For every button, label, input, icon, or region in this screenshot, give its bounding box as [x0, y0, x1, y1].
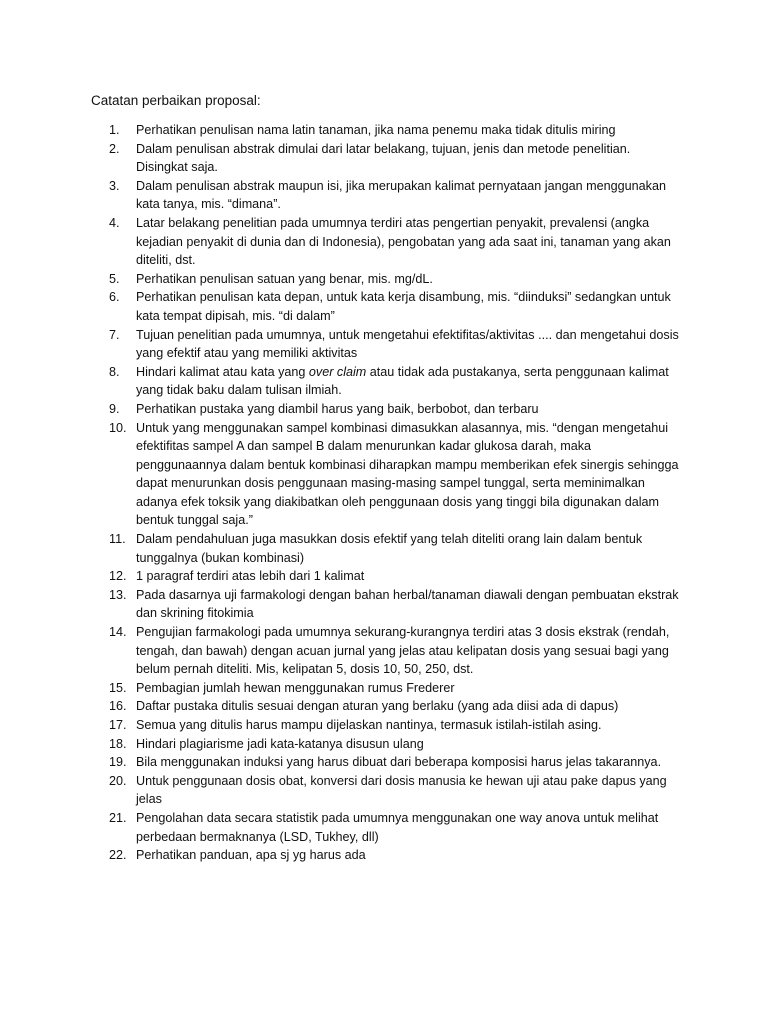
list-item [91, 270, 681, 289]
list-item-number: 11. [109, 532, 126, 547]
list-item-text: Perhatikan penulisan nama latin tanaman, jika nama penemu maka tidak ditulis miring [136, 123, 616, 137]
list-item-text: Dalam penulisan abstrak dimulai dari latar belakang, tujuan, jenis dan metode penelitian. Disingkat saja. [136, 141, 631, 175]
list-item [91, 697, 681, 716]
list-item [91, 772, 681, 809]
list-item-text: Perhatikan pustaka yang diambil harus yang baik, berbobot, dan terbaru [136, 401, 539, 416]
list-item-text: Dalam penulisan abstrak maupun isi, jika merupakan kalimat pernyataan jangan menggunakan kata tanya, mis. “dimana”. [136, 178, 666, 212]
notes-list [91, 121, 681, 865]
list-item-number: 5. [109, 271, 120, 286]
list-item-number: 2. [109, 141, 120, 156]
list-item-number: 22. [109, 848, 127, 863]
list-item-text-part: atau tidak ada pustakanya, serta penggunaan kalimat yang tidak baku dalam tulisan ilmiah. [136, 364, 669, 398]
list-item-number: 14. [109, 625, 127, 640]
list-item-number: 21. [109, 810, 127, 825]
list-item [91, 400, 681, 419]
list-item-number: 17. [109, 718, 127, 732]
list-item-text: Latar belakang penelitian pada umumnya terdiri atas pengertian penyakit, prevalensi (angka kejadian penyakit di dunia dan di Indonesia), pengobatan yang ada saat ini, tanaman yang akan diteliti, dst. [136, 215, 671, 268]
list-item-text: Untuk penggunaan dosis obat, konversi dari dosis manusia ke hewan uji atau pake dapus yang jelas [136, 773, 667, 807]
list-item-number: 6. [109, 290, 120, 305]
italic-term: over claim [308, 364, 367, 379]
list-item-text: Perhatikan panduan, apa sj yg harus ada [136, 848, 366, 863]
list-item [91, 716, 681, 735]
list-item [91, 623, 681, 679]
list-item-text: 1 paragraf terdiri atas lebih dari 1 kalimat [136, 569, 365, 584]
list-item-text: Semua yang ditulis harus mampu dijelaskan nantinya, termasuk istilah-istilah asing. [136, 718, 602, 732]
list-item [91, 846, 681, 865]
list-item-text: Pembagian jumlah hewan menggunakan rumus Frederer [136, 680, 455, 695]
list-item-text: Pengujian farmakologi pada umumnya sekurang-kurangnya terdiri atas 3 dosis ekstrak (rendah, tengah, dan bawah) dengan acuan jurnal yang jelas atau kelipatan dosis yang sesuai bagi yang belum pernah diteliti. Mis, kelipatan 5, dosis 10, 50, 250, dst. [136, 625, 670, 677]
list-item-text: Perhatikan penulisan kata depan, untuk kata kerja disambung, mis. “diinduksi” sedangkan untuk kata tempat dipisah, mis. “di dalam” [136, 290, 671, 323]
list-item-text: Daftar pustaka ditulis sesuai dengan aturan yang berlaku (yang ada diisi ada di dapus) [136, 699, 619, 714]
list-item [91, 177, 681, 214]
list-item-number: 8. [109, 364, 120, 379]
list-item-text: Tujuan penelitian pada umumnya, untuk mengetahui efektifitas/aktivitas .... dan mengetahui dosis yang efektif atau yang memiliki aktivitas [136, 327, 679, 361]
list-item [91, 419, 681, 531]
list-item-text: Dalam pendahuluan juga masukkan dosis efektif yang telah diteliti orang lain dalam bentuk tunggalnya (bukan kombinasi) [136, 532, 643, 565]
list-item-number: 7. [109, 327, 120, 342]
list-item [91, 326, 681, 363]
list-item [91, 214, 681, 270]
list-item [91, 121, 681, 140]
list-item [91, 288, 681, 325]
list-item [91, 586, 681, 623]
list-item [91, 735, 681, 754]
list-item-number: 15. [109, 680, 127, 695]
list-item-number: 19. [109, 755, 127, 770]
list-item-number: 20. [109, 773, 127, 788]
list-item-text: Pengolahan data secara statistik pada umumnya menggunakan one way anova untuk melihat perbedaan bermaknanya (LSD, Tukhey, dll) [136, 810, 659, 844]
list-item [91, 363, 681, 400]
list-item-number: 16. [109, 699, 127, 714]
list-item-text: Hindari plagiarisme jadi kata-katanya disusun ulang [136, 736, 424, 751]
list-item [91, 140, 681, 177]
page-title: Catatan perbaikan proposal: [91, 93, 261, 108]
list-item-text [136, 363, 681, 400]
list-item-text: Perhatikan penulisan satuan yang benar, mis. mg/dL. [136, 271, 433, 286]
list-item-number: 12. [109, 569, 127, 584]
list-item [91, 530, 681, 567]
list-item-number: 4. [109, 215, 120, 230]
list-item-text: Untuk yang menggunakan sampel kombinasi dimasukkan alasannya, mis. “dengan mengetahui efektifitas sampel A dan sampel B dalam menurunkan kadar glukosa darah, maka penggunaannya dalam bentuk kombinasi diharapkan mampu memberikan efek sinergis sehingga dapat menurunkan dosis penggunaan masing-masing sampel tunggal, serta meminimalkan adanya efek toksik yang diakibatkan oleh penggunaan dosis yang tinggi bila digunakan dalam bentuk tunggal saja.” [136, 420, 679, 528]
list-item [91, 679, 681, 698]
list-item [91, 809, 681, 846]
list-item-number: 18. [109, 736, 127, 751]
list-item-number: 1. [109, 123, 120, 137]
list-item-number: 9. [109, 401, 120, 416]
list-item-text-part: Hindari kalimat atau kata yang [136, 364, 309, 379]
list-item-number: 13. [109, 587, 127, 602]
list-item [91, 753, 681, 772]
list-item-text: Bila menggunakan induksi yang harus dibuat dari beberapa komposisi harus jelas takarannya. [136, 755, 662, 770]
list-item-text: Pada dasarnya uji farmakologi dengan bahan herbal/tanaman diawali dengan pembuatan ekstrak dan skrining fitokimia [136, 587, 679, 621]
list-item [91, 567, 681, 586]
list-item-number: 10. [109, 420, 127, 435]
list-item-number: 3. [109, 178, 120, 193]
